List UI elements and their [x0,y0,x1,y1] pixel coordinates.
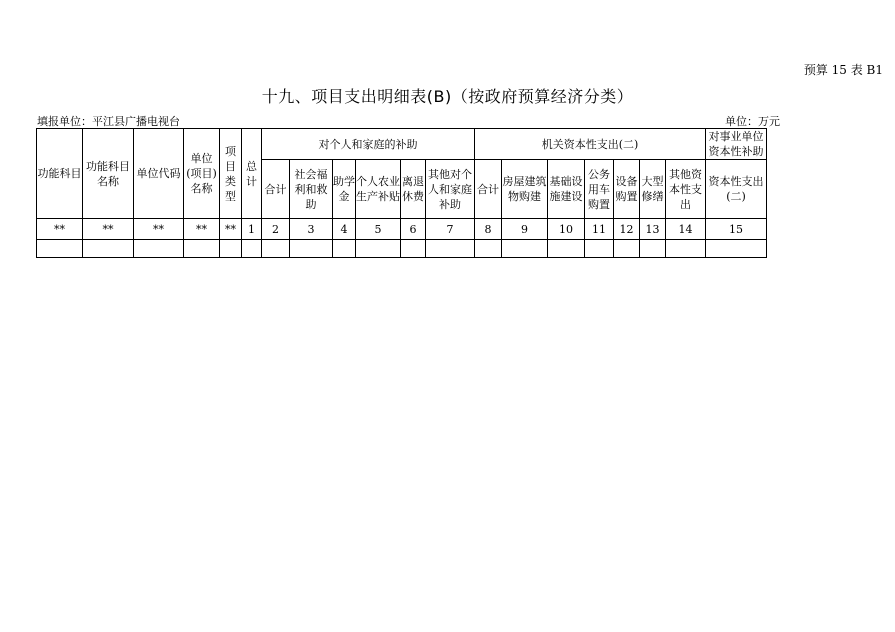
empty-cell [83,240,134,258]
header-public-0: 资本性支出(二) [706,160,767,219]
index-cell: 12 [614,219,640,240]
header-capital-4: 设备购置 [614,160,640,219]
header-personal-4: 离退休费 [401,160,426,219]
index-cell: 7 [426,219,475,240]
empty-cell [401,240,426,258]
header-personal-3: 个人农业生产补贴 [356,160,401,219]
empty-cell [475,240,502,258]
empty-cell [333,240,356,258]
page-title: 十九、项目支出明细表(B)（按政府预算经济分类） [261,87,634,106]
header-personal-2: 助学金 [333,160,356,219]
money-unit: 单位：万元 [725,115,780,128]
index-cell: ** [184,219,220,240]
index-cell: 4 [333,219,356,240]
empty-cell [502,240,548,258]
index-cell: 13 [640,219,666,240]
header-unit-code: 单位代码 [134,129,184,219]
header-unit-name: 单位(项目)名称 [184,129,220,219]
index-cell: 11 [585,219,614,240]
index-cell: ** [134,219,184,240]
fill-unit: 填报单位：平江县广播电视台 [37,115,180,128]
index-cell: ** [37,219,83,240]
index-cell: 5 [356,219,401,240]
empty-cell [585,240,614,258]
header-group-capital: 机关资本性支出(二) [475,129,706,160]
empty-cell [242,240,262,258]
index-cell: 1 [242,219,262,240]
header-proj-type: 项目类型 [220,129,242,219]
empty-cell [134,240,184,258]
index-cell: 6 [401,219,426,240]
index-cell: 8 [475,219,502,240]
empty-cell [614,240,640,258]
index-cell: 9 [502,219,548,240]
empty-data-row [37,240,767,258]
empty-cell [37,240,83,258]
empty-cell [426,240,475,258]
index-cell: ** [220,219,242,240]
header-func-subject: 功能科目 [37,129,83,219]
empty-cell [220,240,242,258]
form-code: 预算 15 表 B1 [803,63,883,77]
header-capital-0: 合计 [475,160,502,219]
index-cell: 10 [548,219,585,240]
empty-cell [262,240,290,258]
index-cell: 2 [262,219,290,240]
header-capital-2: 基础设施建设 [548,160,585,219]
empty-cell [666,240,706,258]
empty-cell [356,240,401,258]
header-personal-1: 社会福利和救助 [290,160,333,219]
index-row [37,219,767,240]
header-personal-0: 合计 [262,160,290,219]
index-cell: 14 [666,219,706,240]
empty-cell [548,240,585,258]
empty-cell [640,240,666,258]
expense-table [36,128,767,258]
header-capital-5: 大型修缮 [640,160,666,219]
index-cell: ** [83,219,134,240]
header-total: 总计 [242,129,262,219]
header-func-name: 功能科目名称 [83,129,134,219]
header-personal-5: 其他对个人和家庭补助 [426,160,475,219]
empty-cell [706,240,767,258]
empty-cell [184,240,220,258]
index-cell: 15 [706,219,767,240]
empty-cell [290,240,333,258]
header-capital-6: 其他资本性支出 [666,160,706,219]
header-capital-1: 房屋建筑物购建 [502,160,548,219]
header-group-personal: 对个人和家庭的补助 [262,129,475,160]
index-cell: 3 [290,219,333,240]
header-group-public: 对事业单位资本性补助 [706,129,767,160]
header-capital-3: 公务用车购置 [585,160,614,219]
